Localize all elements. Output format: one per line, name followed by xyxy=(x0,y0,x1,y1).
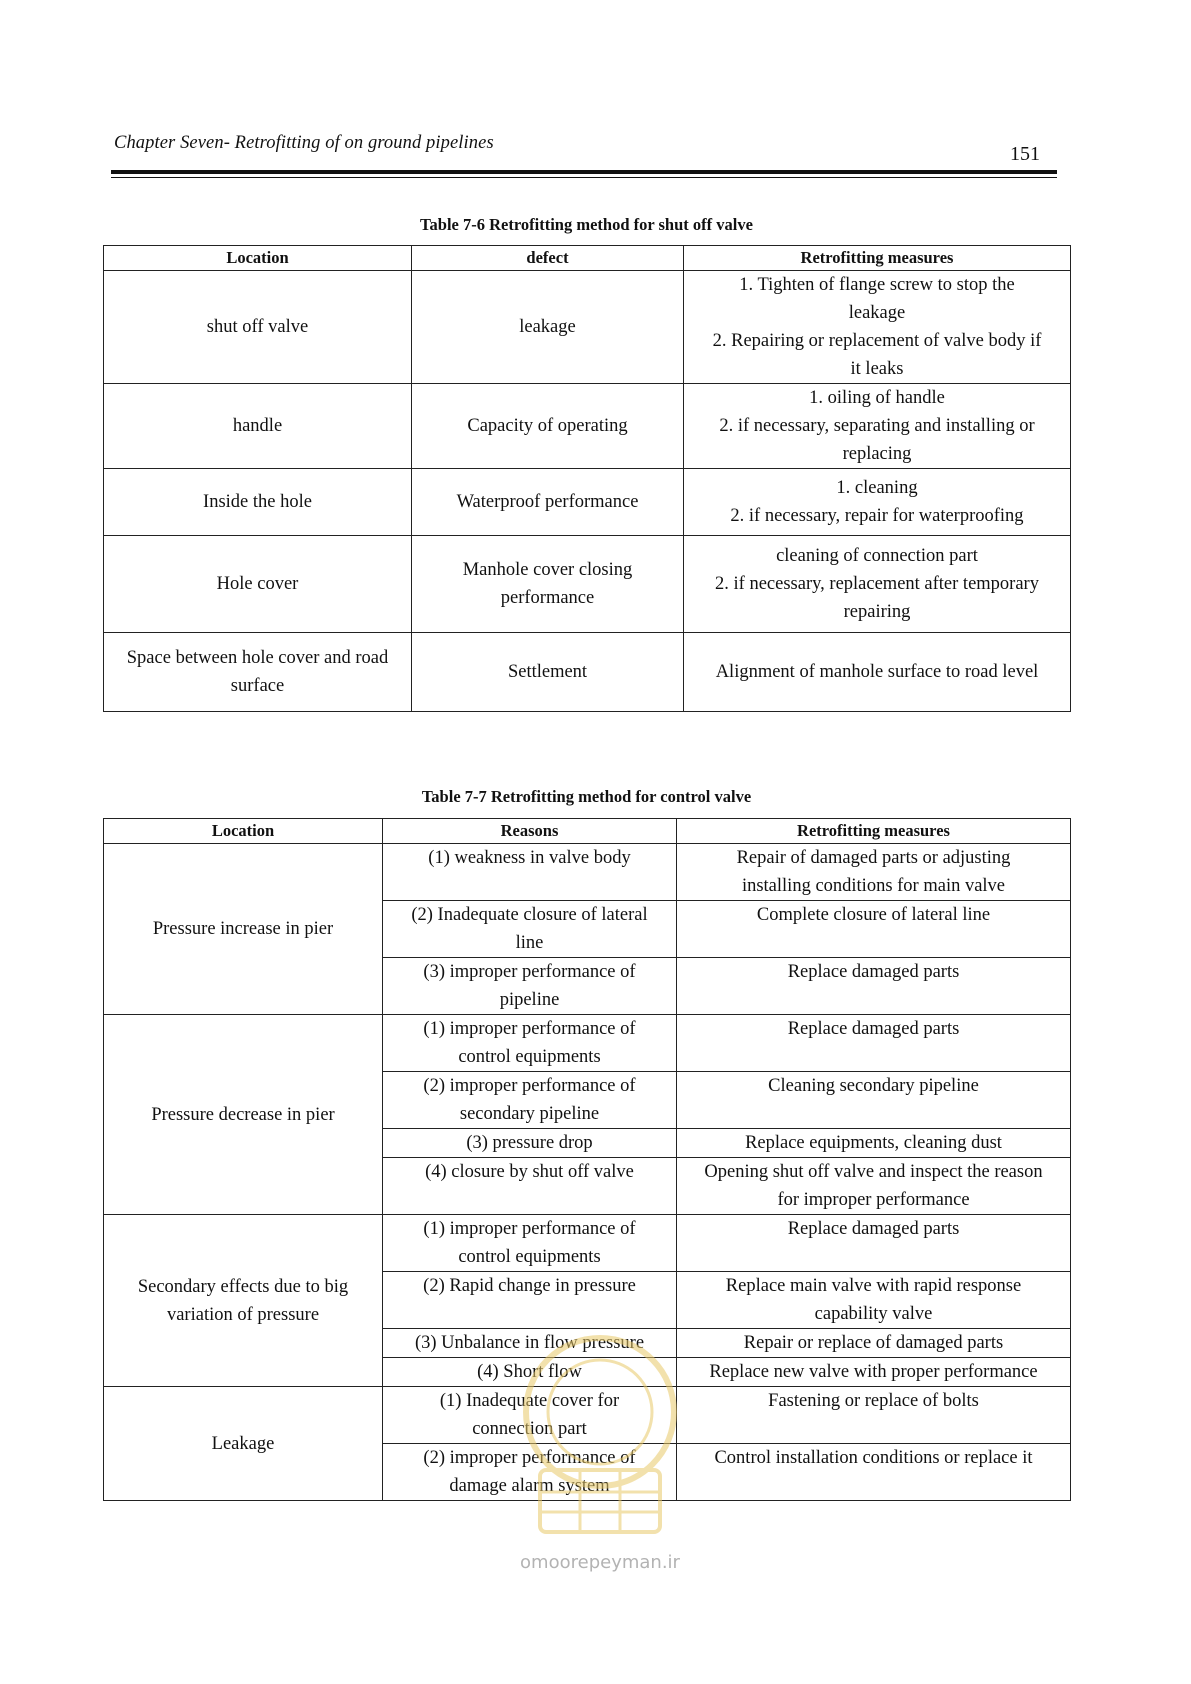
measures-cell xyxy=(677,958,1071,1015)
measure-text: Replace new valve with proper performance xyxy=(709,1362,1038,1382)
reason-text: (1) weakness in valve body xyxy=(428,848,631,868)
measure-text: Control installation conditions or replace it xyxy=(714,1448,1033,1468)
measures-cell xyxy=(684,384,1071,469)
reason-text: (2) Inadequate closure of lateral xyxy=(411,905,648,925)
reason-cell xyxy=(383,1015,677,1072)
defect-cell xyxy=(412,633,684,712)
reason-text: (4) Short flow xyxy=(477,1362,582,1382)
defect-text: Settlement xyxy=(507,662,588,682)
reason-text: (1) improper performance of xyxy=(423,1019,636,1039)
measure-text: Replace main valve with rapid response xyxy=(725,1276,1022,1296)
defect-text: performance xyxy=(500,588,595,608)
measure-text: Repair or replace of damaged parts xyxy=(743,1333,1004,1353)
location-text: Leakage xyxy=(211,1433,275,1454)
reason-text: (2) Rapid change in pressure xyxy=(423,1276,636,1296)
measure-text: 2. if necessary, separating and installing or xyxy=(719,416,1035,436)
table-header-row xyxy=(104,246,1071,271)
running-head: Chapter Seven- Retrofitting of on ground pipelines xyxy=(114,133,494,153)
reason-text: (1) Inadequate cover for xyxy=(439,1391,620,1411)
measures-cell xyxy=(677,1272,1071,1329)
table-header-row xyxy=(104,819,1071,844)
defect-text: Capacity of operating xyxy=(467,416,628,436)
location-text: Secondary effects due to big xyxy=(137,1276,349,1297)
measures-cell xyxy=(684,633,1071,712)
reason-text: control equipments xyxy=(458,1247,601,1267)
reason-text: (1) improper performance of xyxy=(423,1219,636,1239)
header-rule-thick xyxy=(111,170,1057,174)
measures-cell xyxy=(677,844,1071,901)
location-cell xyxy=(104,844,383,1015)
measure-text: Repair of damaged parts or adjusting xyxy=(736,848,1011,868)
reason-cell xyxy=(383,1358,677,1387)
location-text: surface xyxy=(230,676,285,696)
reason-text: (3) Unbalance in flow pressure xyxy=(414,1333,645,1353)
measure-text: Fastening or replace of bolts xyxy=(768,1391,979,1411)
column-header-location: Location xyxy=(104,819,383,844)
column-header-defect: defect xyxy=(412,246,684,271)
reason-text: (2) improper performance of xyxy=(423,1448,636,1468)
measure-text: 1. cleaning xyxy=(836,478,918,498)
table-row xyxy=(104,633,1071,712)
measure-text: Replace damaged parts xyxy=(787,1219,960,1239)
header-rule-thin xyxy=(111,177,1057,178)
measures-cell xyxy=(677,1329,1071,1358)
table-row xyxy=(104,271,1071,384)
location-cell xyxy=(104,469,412,536)
measure-text: Opening shut off valve and inspect the reason xyxy=(704,1162,1043,1182)
measure-text: 2. if necessary, replacement after temporary xyxy=(715,574,1039,594)
reason-text: (3) pressure drop xyxy=(466,1133,593,1153)
reason-cell xyxy=(383,1272,677,1329)
location-text: variation of pressure xyxy=(166,1304,320,1325)
table-row xyxy=(104,1387,1071,1444)
table-row xyxy=(104,844,1071,901)
reason-text: pipeline xyxy=(499,990,560,1010)
measure-text: for improper performance xyxy=(777,1190,970,1210)
measures-cell xyxy=(677,1072,1071,1129)
location-cell xyxy=(104,1387,383,1501)
reason-cell xyxy=(383,1215,677,1272)
measure-text: it leaks xyxy=(850,359,904,379)
location-text: Pressure decrease in pier xyxy=(151,1104,335,1125)
reason-cell xyxy=(383,1329,677,1358)
measures-cell xyxy=(684,536,1071,633)
location-cell xyxy=(104,384,412,469)
location-text: Pressure increase in pier xyxy=(152,919,334,939)
reason-text: connection part xyxy=(472,1419,587,1439)
table-row xyxy=(104,536,1071,633)
table-7-6 xyxy=(103,245,1071,712)
table-row xyxy=(104,1015,1071,1072)
table-row xyxy=(104,469,1071,536)
table-7-7 xyxy=(103,818,1071,1501)
measure-text: 2. if necessary, repair for waterproofing xyxy=(730,506,1024,526)
measure-text: capability valve xyxy=(814,1304,933,1324)
measure-text: Cleaning secondary pipeline xyxy=(768,1076,979,1096)
reason-cell xyxy=(383,958,677,1015)
measure-text: installing conditions for main valve xyxy=(741,876,1006,896)
reason-text: control equipments xyxy=(458,1047,601,1067)
location-text: Inside the hole xyxy=(203,492,312,512)
table-7-7-caption: Table 7-7 Retrofitting method for control valve xyxy=(421,787,752,806)
reason-text: (4) closure by shut off valve xyxy=(425,1162,634,1182)
location-text: handle xyxy=(232,416,283,436)
location-text: Space between hole cover and road xyxy=(126,648,389,668)
measures-cell xyxy=(684,271,1071,384)
measure-text: 1. oiling of handle xyxy=(809,388,945,408)
reason-cell xyxy=(383,1072,677,1129)
defect-cell xyxy=(412,271,684,384)
reason-text: secondary pipeline xyxy=(459,1104,600,1124)
measure-text: replacing xyxy=(842,444,912,464)
column-header-location: Location xyxy=(104,246,412,271)
measure-text: Replace damaged parts xyxy=(787,962,960,982)
location-cell xyxy=(104,1015,383,1215)
defect-text: Manhole cover closing xyxy=(462,560,633,580)
location-cell xyxy=(104,536,412,633)
measure-text: Alignment of manhole surface to road level xyxy=(715,662,1039,682)
measure-text: Complete closure of lateral line xyxy=(756,905,991,925)
measures-cell xyxy=(677,1387,1071,1444)
reason-cell xyxy=(383,1387,677,1444)
measures-cell xyxy=(677,1358,1071,1387)
defect-text: Waterproof performance xyxy=(456,492,639,512)
table-7-6-caption: Table 7-6 Retrofitting method for shut off valve xyxy=(420,215,753,234)
measures-cell xyxy=(677,1158,1071,1215)
table-row xyxy=(104,1215,1071,1272)
location-cell xyxy=(104,633,412,712)
defect-cell xyxy=(412,536,684,633)
location-cell xyxy=(104,1215,383,1387)
location-cell xyxy=(104,271,412,384)
measures-cell xyxy=(677,1215,1071,1272)
measures-cell xyxy=(684,469,1071,536)
column-header-measures: Retrofitting measures xyxy=(684,246,1071,271)
measures-cell xyxy=(677,1129,1071,1158)
reason-cell xyxy=(383,901,677,958)
reason-cell xyxy=(383,1444,677,1501)
reason-text: (3) improper performance of xyxy=(423,962,636,982)
measure-text: 2. Repairing or replacement of valve body if xyxy=(712,331,1042,351)
table-row xyxy=(104,384,1071,469)
defect-cell xyxy=(412,469,684,536)
watermark-text: omoorepeyman.ir xyxy=(520,1552,680,1573)
measures-cell xyxy=(677,901,1071,958)
reason-cell xyxy=(383,1129,677,1158)
measure-text: 1. Tighten of flange screw to stop the xyxy=(739,275,1015,295)
location-text: shut off valve xyxy=(206,317,309,337)
measure-text: cleaning of connection part xyxy=(776,546,978,566)
reason-text: line xyxy=(515,933,544,953)
column-header-measures: Retrofitting measures xyxy=(677,819,1071,844)
measures-cell xyxy=(677,1444,1071,1501)
location-text: Hole cover xyxy=(216,574,299,594)
measure-text: Replace equipments, cleaning dust xyxy=(745,1133,1002,1153)
reason-text: (2) improper performance of xyxy=(423,1076,636,1096)
column-header-reasons: Reasons xyxy=(383,819,677,844)
defect-text: leakage xyxy=(519,317,576,337)
measure-text: leakage xyxy=(848,303,906,323)
reason-cell xyxy=(383,844,677,901)
measure-text: Replace damaged parts xyxy=(787,1019,960,1039)
measures-cell xyxy=(677,1015,1071,1072)
defect-cell xyxy=(412,384,684,469)
reason-text: damage alarm system xyxy=(449,1476,610,1496)
measure-text: repairing xyxy=(843,602,911,622)
reason-cell xyxy=(383,1158,677,1215)
page-number: 151 xyxy=(1010,143,1040,165)
